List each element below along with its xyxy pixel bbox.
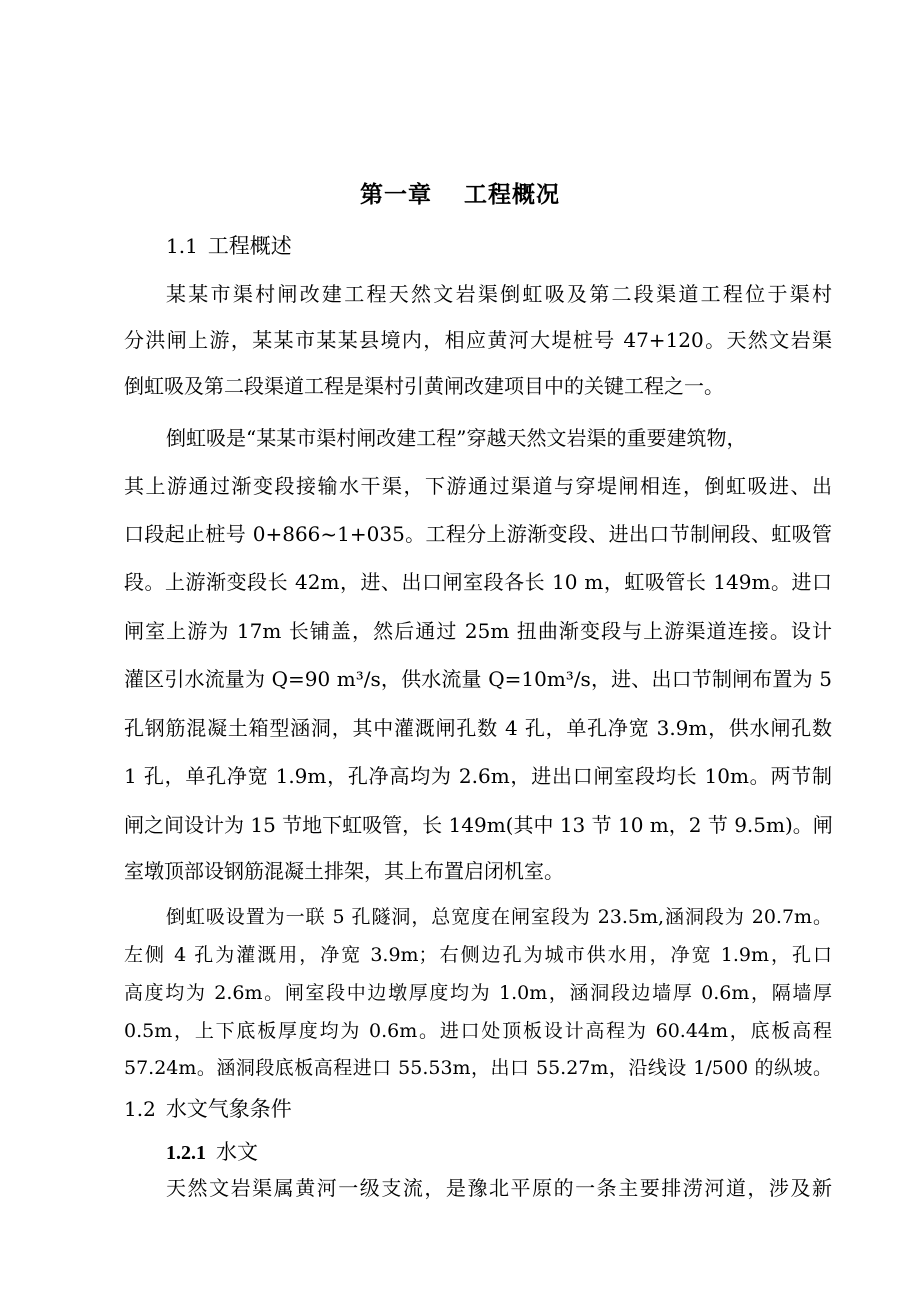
chapter-title [0,176,920,209]
chapter-label: 第一章 [360,182,432,208]
paragraph-line: 孔钢筋混凝土箱型涵洞，其中灌溉闸孔数 4 孔，单孔净宽 3.9m，供水闸孔数 [124,716,832,740]
paragraph-line: 闸室上游为 17m 长铺盖，然后通过 25m 扭曲渐变段与上游渠道连接。设计 [124,619,832,643]
paragraph-line: 分洪闸上游，某某市某某县境内，相应黄河大堤桩号 47+120。天然文岩渠 [124,328,832,352]
paragraph-line: 天然文岩渠属黄河一级支流，是豫北平原的一条主要排涝河道，涉及新 [166,1176,832,1200]
paragraph-line: 倒虹吸及第二段渠道工程是渠村引黄闸改建项目中的关键工程之一。 [124,374,724,398]
section-heading-1-1 [166,230,292,260]
paragraph-line: 室墩顶部设钢筋混凝土排架，其上布置启闭机室。 [124,859,564,883]
section-heading-1-2 [124,1093,292,1123]
paragraph-line: 口段起止桩号 0+866~1+035。工程分上游渐变段、进出口节制闸段、虹吸管 [124,522,832,546]
paragraph-line: 灌区引水流量为 Q=90 m³/s，供水流量 Q=10m³/s，进、出口节制闸布置为 5 [124,667,832,691]
paragraph-line: 1 孔，单孔净宽 1.9m，孔净高均为 2.6m，进出口闸室段均长 10m。两节制 [124,764,832,788]
subsection-heading-1-2-1 [166,1136,258,1166]
paragraph-line: 闸之间设计为 15 节地下虹吸管，长 149m(其中 13 节 10 m，2 节 9.5m)。闸 [124,813,833,837]
paragraph-line: 左侧 4 孔为灌溉用，净宽 3.9m；右侧边孔为城市供水用，净宽 1.9m，孔口 [124,944,832,966]
paragraph-line: 段。上游渐变段长 42m，进、出口闸室段各长 10 m，虹吸管长 149m。进口 [124,570,832,594]
section-number: 1.1 [166,234,198,258]
subsection-title: 水文 [216,1140,258,1164]
paragraph-line: 某某市渠村闸改建工程天然文岩渠倒虹吸及第二段渠道工程位于渠村 [166,282,832,306]
section-title: 工程概述 [207,234,292,258]
paragraph-line: 0.5m，上下底板厚度均为 0.6m。进口处顶板设计高程为 60.44m，底板高程 [124,1020,832,1042]
paragraph-line: 倒虹吸设置为一联 5 孔隧洞，总宽度在闸室段为 23.5m,涵洞段为 20.7m。 [166,906,832,928]
paragraph-line: 高度均为 2.6m。闸室段中边墩厚度均为 1.0m，涵洞段边墙厚 0.6m，隔墙厚 [124,982,832,1004]
section-title: 水文气象条件 [165,1097,292,1121]
chapter-title-text: 工程概况 [464,182,560,208]
paragraph-line: 倒虹吸是“某某市渠村闸改建工程”穿越天然文岩渠的重要建筑物， [166,426,747,450]
paragraph-line: 57.24m。涵洞段底板高程进口 55.53m，出口 55.27m，沿线设 1/500 的纵坡。 [124,1057,832,1079]
subsection-number: 1.2.1 [166,1142,206,1164]
section-number: 1.2 [124,1097,156,1121]
paragraph-line: 其上游通过渐变段接输水干渠，下游通过渠道与穿堤闸相连，倒虹吸进、出 [124,474,832,498]
